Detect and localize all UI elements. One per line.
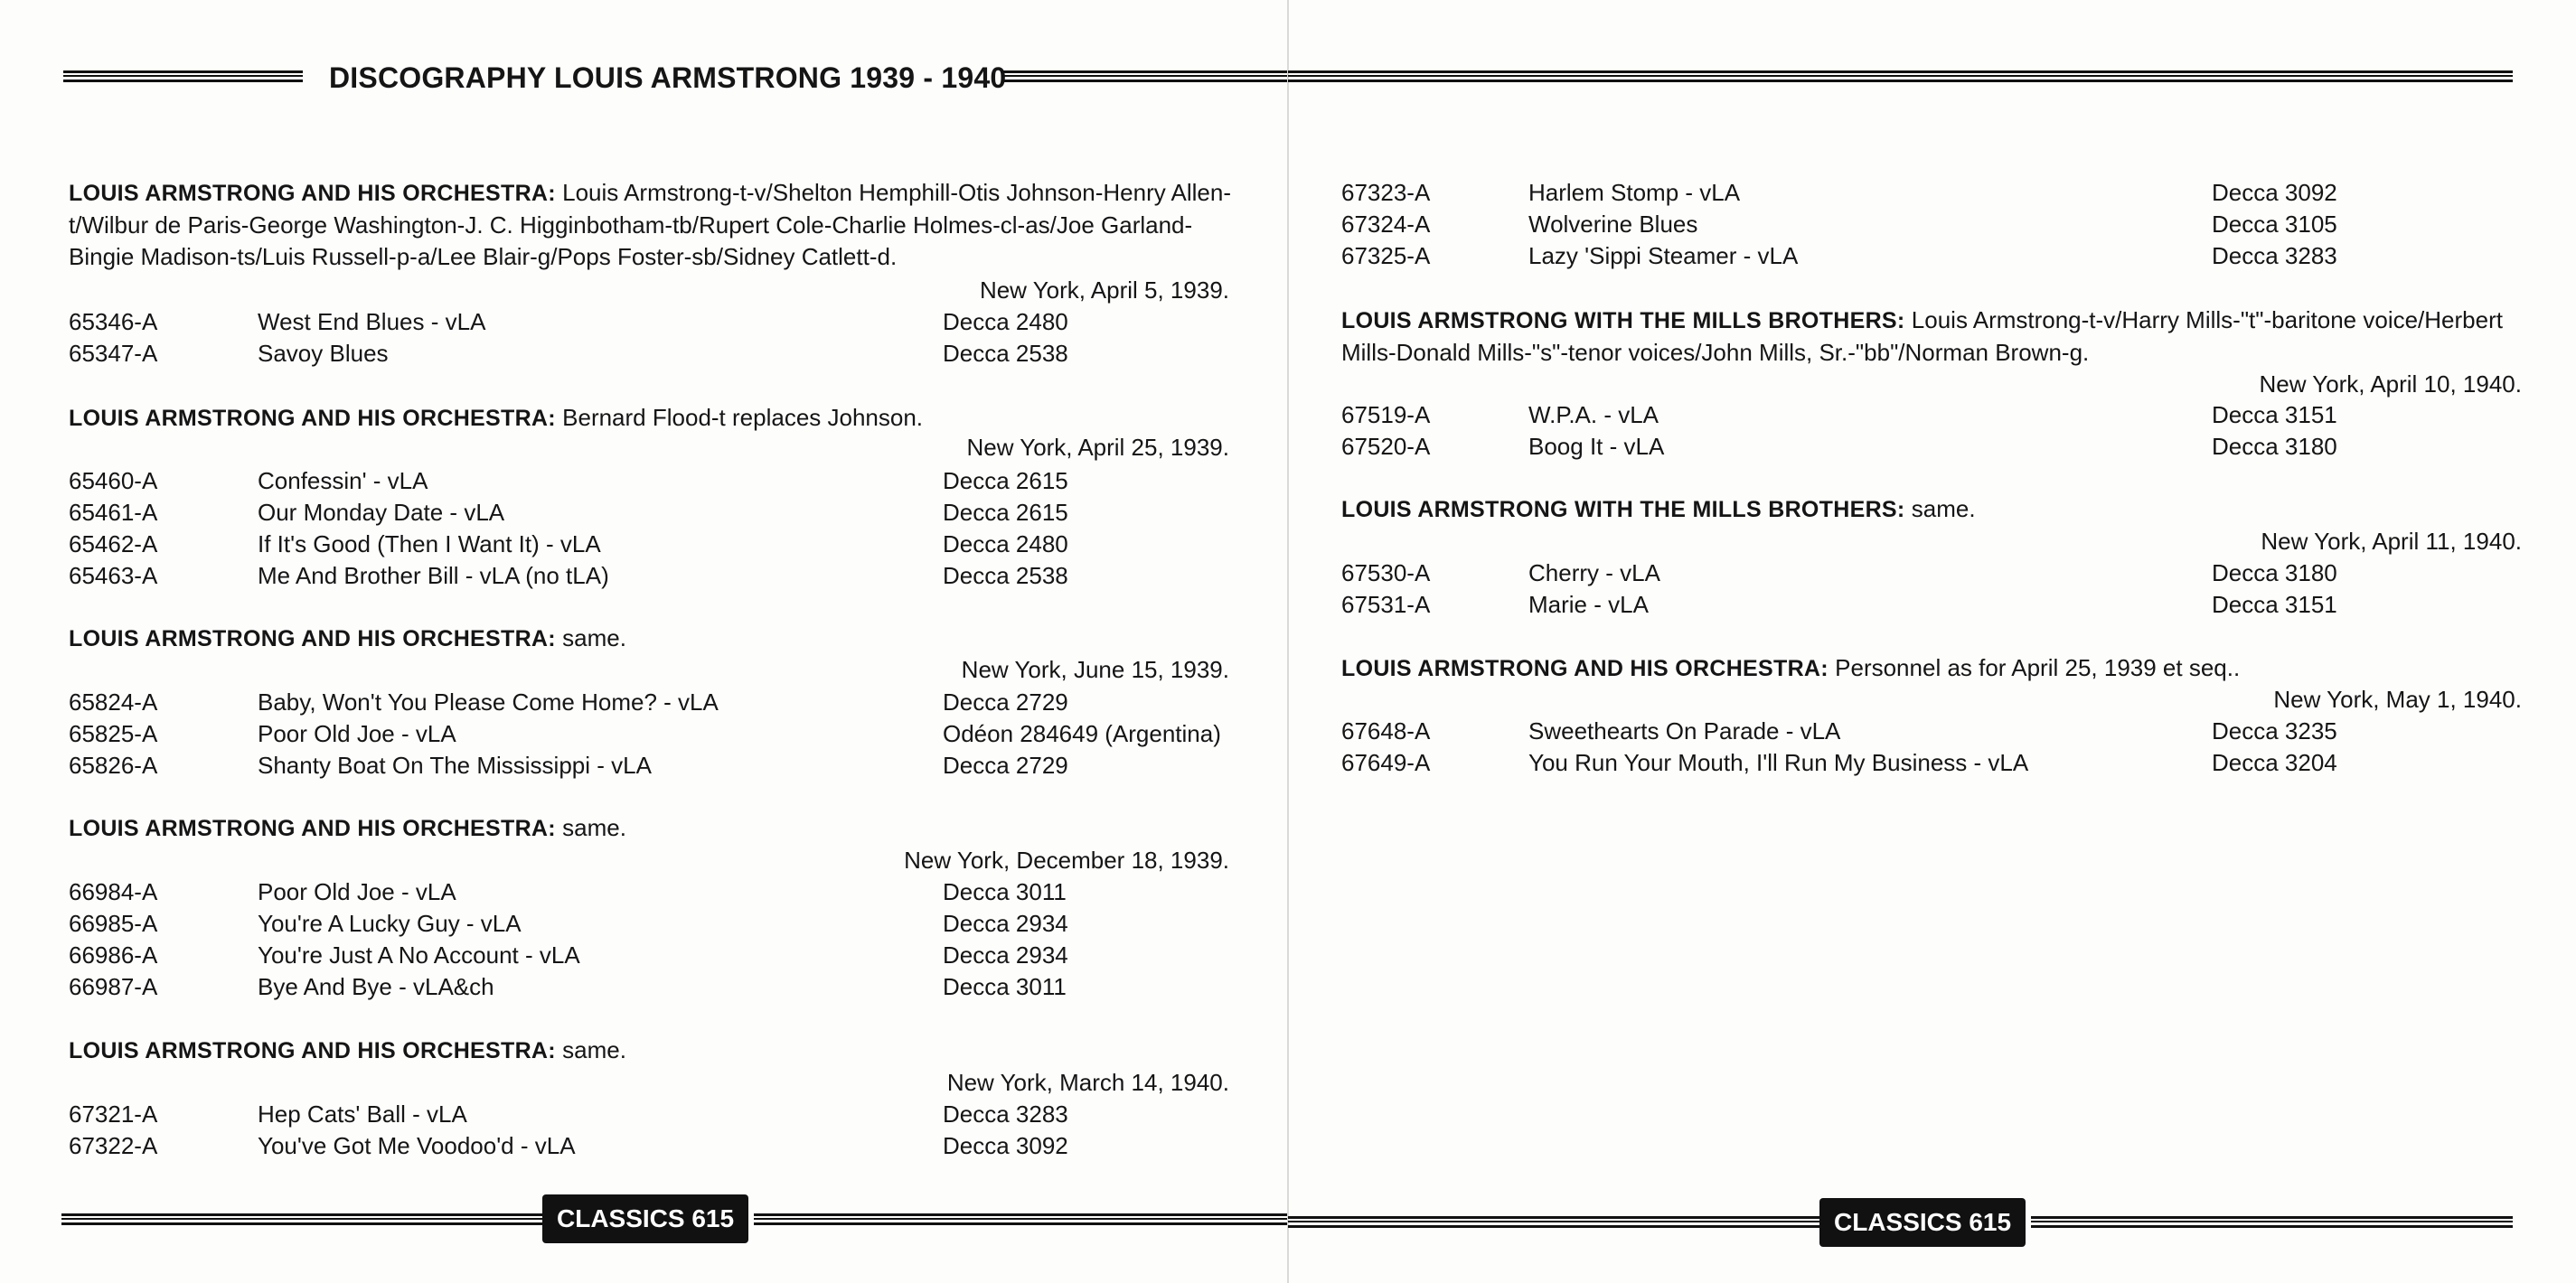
track-title: You've Got Me Voodoo'd - vLA	[258, 1132, 576, 1159]
session-place-date: New York, April 5, 1939.	[979, 276, 1229, 304]
matrix-number: 65462-A	[69, 530, 158, 557]
band-name: LOUIS ARMSTRONG AND HIS ORCHESTRA:	[1341, 656, 1829, 681]
issue-number: Decca 2729	[943, 752, 1068, 779]
footer-rule-right-rp	[2031, 1216, 2513, 1228]
matrix-number: 65346-A	[69, 308, 158, 335]
track-title: Shanty Boat On The Mississippi - vLA	[258, 752, 652, 779]
session-heading	[69, 812, 1235, 845]
issue-number: Decca 3235	[2212, 717, 2337, 745]
session-heading	[1341, 493, 2516, 526]
matrix-number: 65463-A	[69, 562, 158, 589]
session-heading	[69, 177, 1235, 273]
session-heading	[69, 1035, 1235, 1067]
issue-number: Decca 2934	[943, 941, 1068, 969]
issue-number: Decca 3151	[2212, 401, 2337, 428]
personnel-text: same.	[562, 1036, 626, 1063]
track-title: Our Monday Date - vLA	[258, 499, 505, 526]
track-title: Lazy 'Sippi Steamer - vLA	[1528, 242, 1799, 269]
matrix-number: 67530-A	[1341, 559, 1431, 586]
matrix-number: 67322-A	[69, 1132, 158, 1159]
personnel-text: same.	[562, 814, 626, 841]
track-title: Sweethearts On Parade - vLA	[1528, 717, 1841, 745]
matrix-number: 67323-A	[1341, 179, 1431, 206]
band-name: LOUIS ARMSTRONG AND HIS ORCHESTRA:	[69, 406, 556, 431]
issue-number: Decca 2615	[943, 467, 1068, 494]
matrix-number: 67325-A	[1341, 242, 1431, 269]
footer-rule-left	[61, 1213, 542, 1225]
track-title: Harlem Stomp - vLA	[1528, 179, 1741, 206]
issue-number: Decca 3283	[2212, 242, 2337, 269]
track-title: Poor Old Joe - vLA	[258, 878, 456, 905]
track-title: Me And Brother Bill - vLA (no tLA)	[258, 562, 609, 589]
track-title: Hep Cats' Ball - vLA	[258, 1100, 467, 1128]
matrix-number: 67649-A	[1341, 749, 1431, 776]
personnel-text: Louis Armstrong-t-v/Shelton Hemphill-Otis Johnson-Henry Allen-t/Wilbur de Paris-George Washington-J. C. Higginbotham-tb/Rupert Cole-Charlie Holmes-cl-as/Joe Garland-Bingie Madison-ts/Luis Russell-p-a/Lee Blair-g/Pops Foster-sb/Sidney Catlett-d.	[69, 179, 1231, 270]
issue-number: Decca 2934	[943, 910, 1068, 937]
track-title: Confessin' - vLA	[258, 467, 428, 494]
session-place-date: New York, April 11, 1940.	[2261, 528, 2522, 555]
issue-number: Decca 3092	[943, 1132, 1068, 1159]
matrix-number: 65460-A	[69, 467, 158, 494]
matrix-number: 66985-A	[69, 910, 158, 937]
session-heading	[69, 623, 1235, 655]
issue-number: Decca 2538	[943, 340, 1068, 367]
matrix-number: 65347-A	[69, 340, 158, 367]
track-title: Savoy Blues	[258, 340, 389, 367]
band-name: LOUIS ARMSTRONG AND HIS ORCHESTRA:	[69, 1038, 556, 1063]
session-heading	[69, 402, 1235, 435]
track-title: Boog It - vLA	[1528, 433, 1665, 460]
issue-number: Decca 3092	[2212, 179, 2337, 206]
track-title: You're A Lucky Guy - vLA	[258, 910, 522, 937]
matrix-number: 65824-A	[69, 688, 158, 716]
matrix-number: 65826-A	[69, 752, 158, 779]
track-title: Bye And Bye - vLA&ch	[258, 973, 494, 1000]
personnel-text: Louis Armstrong-t-v/Harry Mills-"t"-baritone voice/Herbert Mills-Donald Mills-"s"-tenor voices/John Mills, Sr.-"bb"/Norman Brown-g.	[1341, 306, 2503, 366]
band-name: LOUIS ARMSTRONG AND HIS ORCHESTRA:	[69, 816, 556, 841]
footer-rule-left-rp	[1288, 1216, 1819, 1228]
matrix-number: 67531-A	[1341, 591, 1431, 618]
personnel-text: Personnel as for April 25, 1939 et seq..	[1835, 654, 2241, 681]
band-name: LOUIS ARMSTRONG AND HIS ORCHESTRA:	[69, 626, 556, 651]
track-title: You're Just A No Account - vLA	[258, 941, 580, 969]
session-place-date: New York, June 15, 1939.	[961, 656, 1229, 683]
track-title: You Run Your Mouth, I'll Run My Business - vLA	[1528, 749, 2029, 776]
issue-number: Decca 2538	[943, 562, 1068, 589]
personnel-text: same.	[562, 624, 626, 651]
band-name: LOUIS ARMSTRONG AND HIS ORCHESTRA:	[69, 181, 556, 206]
session-place-date: New York, April 25, 1939.	[966, 434, 1229, 461]
track-title: Marie - vLA	[1528, 591, 1649, 618]
matrix-number: 67321-A	[69, 1100, 158, 1128]
matrix-number: 67519-A	[1341, 401, 1431, 428]
matrix-number: 65825-A	[69, 720, 158, 747]
page-title: DISCOGRAPHY LOUIS ARMSTRONG 1939 - 1940	[329, 61, 1007, 94]
issue-number: Decca 2480	[943, 530, 1068, 557]
footer-rule-right	[754, 1213, 1288, 1225]
matrix-number: 66984-A	[69, 878, 158, 905]
matrix-number: 66987-A	[69, 973, 158, 1000]
band-name: LOUIS ARMSTRONG WITH THE MILLS BROTHERS:	[1341, 308, 1905, 333]
issue-number: Decca 3180	[2212, 559, 2337, 586]
matrix-number: 67648-A	[1341, 717, 1431, 745]
session-place-date: New York, April 10, 1940.	[2259, 370, 2522, 398]
issue-number: Decca 3105	[2212, 211, 2337, 238]
session-heading	[1341, 652, 2516, 685]
track-title: If It's Good (Then I Want It) - vLA	[258, 530, 601, 557]
right-page	[1288, 0, 2576, 1283]
track-title: Poor Old Joe - vLA	[258, 720, 456, 747]
matrix-number: 65461-A	[69, 499, 158, 526]
footer-label-right: CLASSICS 615	[1819, 1198, 2026, 1247]
track-title: W.P.A. - vLA	[1528, 401, 1659, 428]
session-place-date: New York, May 1, 1940.	[2273, 686, 2522, 713]
session-heading	[1341, 304, 2516, 369]
matrix-number: 67520-A	[1341, 433, 1431, 460]
issue-number: Decca 3011	[943, 973, 1067, 1000]
right-discography	[1288, 0, 2576, 1283]
issue-number: Decca 2615	[943, 499, 1068, 526]
session-place-date: New York, December 18, 1939.	[904, 847, 1229, 874]
issue-number: Decca 3151	[2212, 591, 2337, 618]
issue-number: Decca 2480	[943, 308, 1068, 335]
issue-number: Decca 3180	[2212, 433, 2337, 460]
track-title: Baby, Won't You Please Come Home? - vLA	[258, 688, 719, 716]
issue-number: Decca 3011	[943, 878, 1067, 905]
issue-number: Decca 3204	[2212, 749, 2337, 776]
footer-label-left: CLASSICS 615	[542, 1194, 748, 1243]
personnel-text: Bernard Flood-t replaces Johnson.	[562, 404, 924, 431]
track-title: Wolverine Blues	[1528, 211, 1698, 238]
track-title: Cherry - vLA	[1528, 559, 1660, 586]
issue-number: Odéon 284649 (Argentina)	[943, 720, 1221, 747]
matrix-number: 67324-A	[1341, 211, 1431, 238]
issue-number: Decca 2729	[943, 688, 1068, 716]
band-name: LOUIS ARMSTRONG WITH THE MILLS BROTHERS:	[1341, 497, 1905, 522]
track-title: West End Blues - vLA	[258, 308, 486, 335]
personnel-text: same.	[1911, 495, 1976, 522]
matrix-number: 66986-A	[69, 941, 158, 969]
issue-number: Decca 3283	[943, 1100, 1068, 1128]
session-place-date: New York, March 14, 1940.	[946, 1069, 1229, 1096]
